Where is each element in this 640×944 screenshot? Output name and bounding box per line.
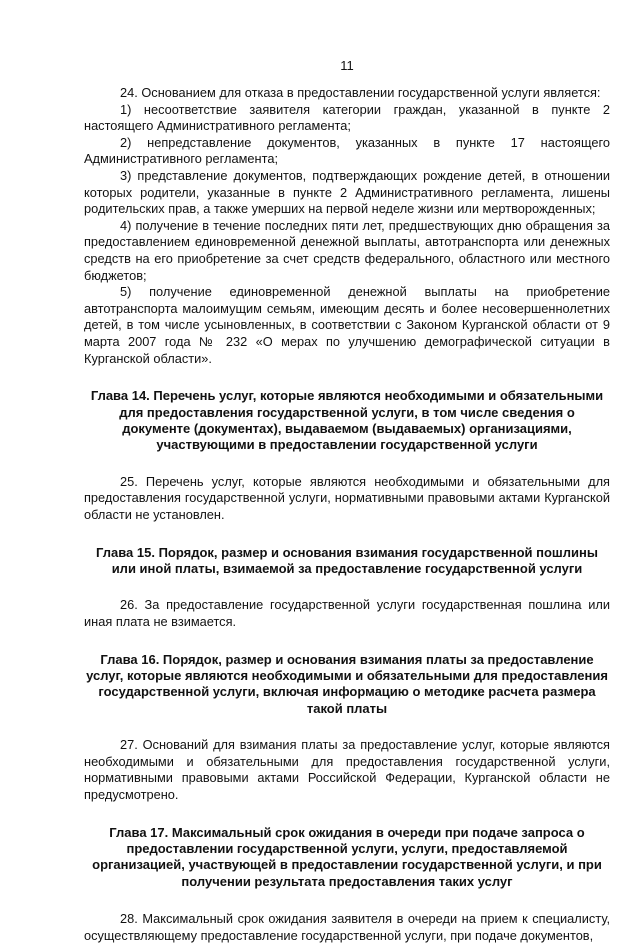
- section-24-item-3: 3) представление документов, подтверждающих рождение детей, в отношении которых родители, указанные в пункте 2 Административного регламента, лишены родительских прав, а также умерших на первой неделе жизни или мертворожденных;: [84, 167, 610, 217]
- section-24-item-2: 2) непредставление документов, указанных в пункте 17 настоящего Административного регламента;: [84, 134, 610, 167]
- section-26-text: 26. За предоставление государственной услуги государственная пошлина или иная плата не взимается.: [84, 597, 610, 629]
- chapter-14-title: Глава 14. Перечень услуг, которые являются необходимыми и обязательными для предоставления государственной услуги, в том числе сведения о документе (документах), выдаваемом (выдаваемых) организациями, участвующими в предоставлении государственной услуги: [90, 388, 604, 453]
- chapter-16-title: Глава 16. Порядок, размер и основания взимания платы за предоставление услуг, которые являются необходимыми и обязательными для предоставления государственной услуги, включая информацию о методике расчета размера такой платы: [86, 651, 608, 716]
- section-24-item-1: 1) несоответствие заявителя категории граждан, указанной в пункте 2 настоящего Административного регламента;: [84, 101, 610, 134]
- page-number: 11: [340, 58, 354, 73]
- chapter-17-title: Глава 17. Максимальный срок ожидания в очереди при подаче запроса о предоставлении государственной услуги, услуги, предоставляемой организацией, участвующей в предоставлении государственной услуги, и при получении результата предоставления таких услуг: [92, 824, 602, 889]
- section-24-item-4: 4) получение в течение последних пяти лет, предшествующих дню обращения за предоставлением единовременной денежной выплаты, автотранспорта или денежных средств на его приобретение за счет средств федерального, областного или местного бюджетов;: [84, 217, 610, 283]
- section-24-intro: 24. Основанием для отказа в предоставлении государственной услуги является:: [120, 85, 601, 100]
- chapter-15-title: Глава 15. Порядок, размер и основания взимания государственной пошлины или иной платы, взимаемой за предоставление государственной услуги: [96, 544, 598, 576]
- section-25-text: 25. Перечень услуг, которые являются необходимыми и обязательными для предоставления государственной услуги, нормативными правовыми актами Курганской области не установлен.: [84, 473, 610, 522]
- section-24-item-5: 5) получение единовременной денежной выплаты на приобретение автотранспорта малоимущим семьям, имеющим десять и более несовершеннолетних детей, в том числе усыновленных, в соответствии с Законом Курганской области от 9 марта 2007 года № 232 «О мерах по улучшению демографической ситуации в Курганской области».: [84, 284, 610, 366]
- section-28-text: 28. Максимальный срок ожидания заявителя в очереди на прием к специалисту, осуществляющему предоставление государственной услуги, при подаче документов,: [84, 911, 610, 943]
- section-27-text: 27. Оснований для взимания платы за предоставление услуг, которые являются необходимыми и обязательными для предоставления государственной услуги, нормативными правовыми актами Российской Федерации, Курганской области не предусмотрено.: [84, 737, 610, 802]
